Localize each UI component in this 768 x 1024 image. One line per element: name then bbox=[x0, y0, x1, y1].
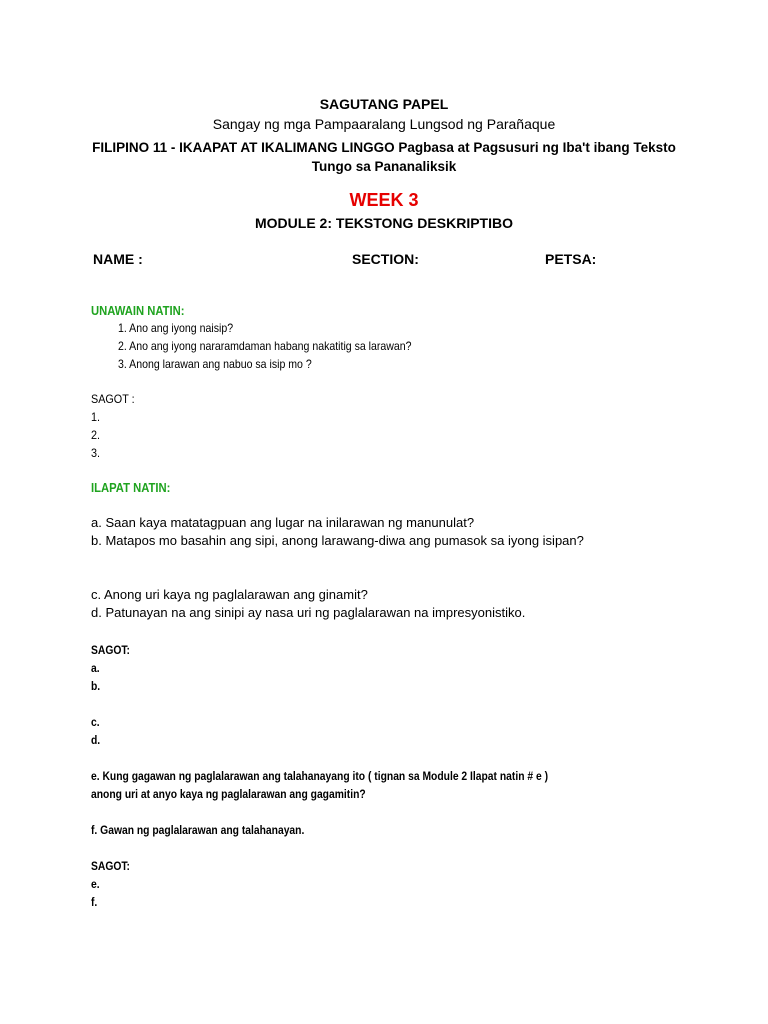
unawain-answer-2: 2. bbox=[91, 428, 101, 442]
ilapat-question-f: f. Gawan ng paglalarawan ang talahanayan. bbox=[91, 823, 305, 837]
ilapat-answer-e: e. bbox=[91, 877, 100, 891]
unawain-sagot-label: SAGOT : bbox=[91, 392, 135, 406]
ilapat-heading: ILAPAT NATIN: bbox=[91, 481, 171, 495]
ilapat-answer-c: c. bbox=[91, 715, 100, 729]
unawain-heading: UNAWAIN NATIN: bbox=[91, 304, 185, 318]
ilapat-question-d: d. Patunayan na ang sinipi ay nasa uri ng paglalarawan na impresyonistiko. bbox=[91, 605, 526, 620]
name-field-label: NAME : bbox=[93, 251, 143, 267]
subject-heading: FILIPINO 11 - IKAAPAT AT IKALIMANG LINGGO Pagbasa at Pagsusuri ng Iba't ibang Teksto Tungo sa Pananaliksik bbox=[92, 140, 676, 174]
unawain-answer-1: 1. bbox=[91, 410, 101, 424]
ilapat-question-a: a. Saan kaya matatagpuan ang lugar na inilarawan ng manunulat? bbox=[91, 515, 475, 530]
ilapat-sagot-label-2: SAGOT: bbox=[91, 859, 130, 873]
petsa-field-label: PETSA: bbox=[545, 251, 597, 267]
unawain-answer-3: 3. bbox=[91, 446, 101, 460]
unawain-question-3: 3. Anong larawan ang nabuo sa isip mo ? bbox=[118, 357, 312, 371]
unawain-question-2: 2. Ano ang iyong nararamdaman habang nakatitig sa larawan? bbox=[118, 339, 412, 353]
ilapat-answer-f: f. bbox=[91, 895, 98, 909]
section-field-label: SECTION: bbox=[352, 251, 419, 267]
ilapat-answer-b: b. bbox=[91, 679, 101, 693]
week-label: WEEK 3 bbox=[349, 190, 419, 210]
ilapat-question-b: b. Matapos mo basahin ang sipi, anong larawang-diwa ang pumasok sa iyong isipan? bbox=[91, 533, 584, 548]
ilapat-answer-a: a. bbox=[91, 661, 100, 675]
ilapat-sagot-label-1: SAGOT: bbox=[91, 643, 130, 657]
ilapat-answer-d: d. bbox=[91, 733, 101, 747]
ilapat-question-e-line-2: anong uri at anyo kaya ng paglalarawan ang gagamitin? bbox=[91, 787, 366, 801]
module-title: MODULE 2: TEKSTONG DESKRIPTIBO bbox=[255, 215, 513, 231]
ilapat-question-c: c. Anong uri kaya ng paglalarawan ang ginamit? bbox=[91, 587, 368, 602]
division-name: Sangay ng mga Pampaaralang Lungsod ng Parañaque bbox=[212, 116, 556, 132]
unawain-question-1: 1. Ano ang iyong naisip? bbox=[118, 321, 234, 335]
ilapat-question-e-line-1: e. Kung gagawan ng paglalarawan ang talahanayang ito ( tignan sa Module 2 Ilapat natin # e ) bbox=[91, 769, 549, 783]
sheet-title: SAGUTANG PAPEL bbox=[319, 96, 449, 112]
